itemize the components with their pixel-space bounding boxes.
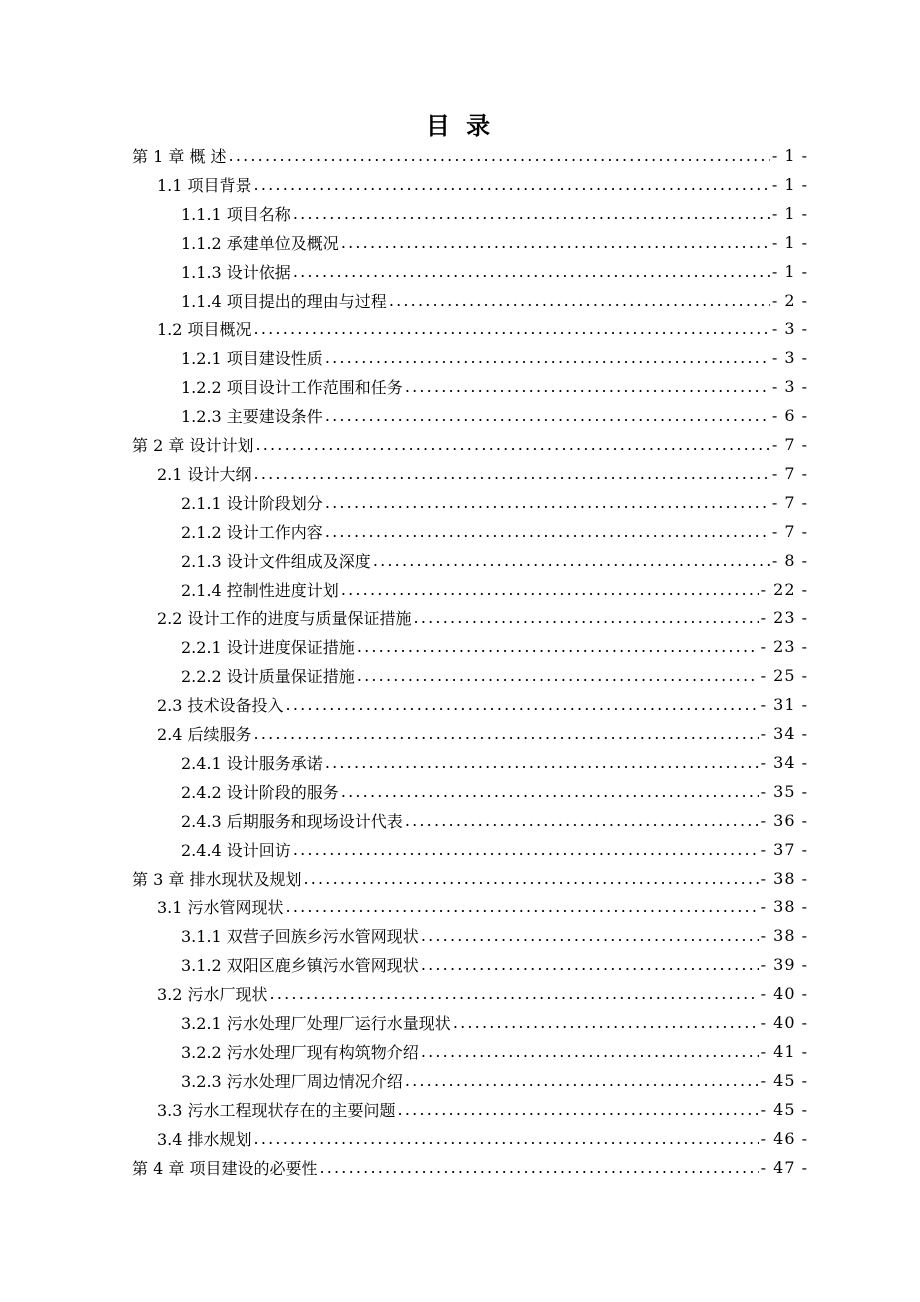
toc-entry[interactable] bbox=[181, 488, 808, 517]
toc-page-number: - 46 - bbox=[760, 1128, 808, 1148]
toc-dot-leader bbox=[373, 551, 770, 570]
toc-dot-leader bbox=[341, 580, 759, 599]
toc-entry-label: 1.1.2 承建单位及概况 bbox=[181, 233, 339, 253]
toc-dot-leader bbox=[398, 1100, 759, 1119]
toc-entry[interactable] bbox=[132, 141, 808, 170]
toc-entry[interactable] bbox=[157, 979, 808, 1008]
toc-entry-label: 2.1.1 设计阶段划分 bbox=[181, 493, 323, 513]
toc-page-number: - 40 - bbox=[760, 1013, 808, 1032]
toc-entry[interactable] bbox=[181, 835, 808, 864]
toc-page-number: - 3 - bbox=[771, 319, 808, 339]
toc-entry-label: 第 2 章 设计计划 bbox=[132, 436, 254, 455]
toc-dot-leader bbox=[254, 319, 770, 338]
toc-entry-label: 3.4 排水规划 bbox=[157, 1129, 252, 1149]
toc-page-number: - 6 - bbox=[771, 406, 808, 426]
toc-entry[interactable] bbox=[181, 632, 808, 661]
toc-entry[interactable] bbox=[157, 603, 808, 632]
toc-page-number: - 36 - bbox=[760, 810, 808, 830]
toc-dot-leader bbox=[405, 377, 770, 396]
toc-entry[interactable] bbox=[157, 690, 808, 719]
toc-entry[interactable] bbox=[181, 1037, 808, 1066]
toc-entry-label: 3.1 污水管网现状 bbox=[157, 898, 284, 918]
toc-page-number: - 1 - bbox=[771, 174, 808, 194]
toc-page-number: - 22 - bbox=[760, 579, 808, 599]
toc-dot-leader bbox=[254, 464, 770, 483]
toc-entry-label: 2.1.3 设计文件组成及深度 bbox=[181, 551, 371, 571]
toc-entry-label: 2.4.1 设计服务承诺 bbox=[181, 753, 323, 773]
toc-dot-leader bbox=[325, 753, 759, 772]
toc-entry-label: 1.2.2 项目设计工作范围和任务 bbox=[181, 378, 403, 398]
toc-dot-leader bbox=[293, 840, 759, 859]
toc-entry-label: 2.2.1 设计进度保证措施 bbox=[181, 638, 355, 658]
toc-entry-label: 1.1 项目背景 bbox=[157, 175, 252, 195]
toc-entry-label: 第 1 章 概 述 bbox=[132, 147, 227, 166]
toc-page-number: - 7 - bbox=[771, 521, 808, 541]
toc-page-number: - 7 - bbox=[771, 463, 808, 483]
toc-page-number: - 45 - bbox=[760, 1099, 808, 1119]
toc-page-number: - 3 - bbox=[771, 377, 808, 397]
toc-entry[interactable] bbox=[181, 286, 808, 315]
toc-entry[interactable] bbox=[181, 806, 808, 835]
toc-dot-leader bbox=[405, 1071, 759, 1090]
toc-page-number: - 34 - bbox=[760, 752, 808, 772]
toc-dot-leader bbox=[357, 666, 759, 685]
toc-dot-leader bbox=[421, 955, 759, 974]
toc-dot-leader bbox=[325, 493, 770, 512]
toc-page-number: - 38 - bbox=[760, 926, 808, 946]
toc-dot-leader bbox=[453, 1013, 759, 1032]
toc-page-number: - 40 - bbox=[760, 984, 808, 1004]
toc-entry[interactable] bbox=[132, 864, 808, 893]
toc-entry[interactable] bbox=[181, 1008, 808, 1037]
toc-dot-leader bbox=[293, 204, 770, 223]
toc-dot-leader bbox=[254, 175, 770, 194]
toc-dot-leader bbox=[303, 869, 758, 888]
toc-entry-label: 2.1 设计大纲 bbox=[157, 464, 252, 484]
toc-dot-leader bbox=[325, 348, 770, 367]
toc-entry-label: 第 4 章 项目建设的必要性 bbox=[132, 1158, 318, 1178]
toc-entry[interactable] bbox=[157, 892, 808, 921]
toc-entry[interactable] bbox=[181, 575, 808, 604]
toc-page-number: - 41 - bbox=[760, 1041, 808, 1061]
toc-page-number: - 1 - bbox=[771, 146, 808, 165]
toc-entry-label: 3.3 污水工程现状存在的主要问题 bbox=[157, 1100, 396, 1120]
toc-page-number: - 2 - bbox=[771, 290, 808, 310]
toc-dot-leader bbox=[255, 435, 769, 454]
toc-entry-label: 2.2.2 设计质量保证措施 bbox=[181, 667, 355, 687]
toc-page-number: - 1 - bbox=[771, 232, 808, 252]
toc-page-number: - 7 - bbox=[771, 492, 808, 512]
toc-entry-label: 2.3 技术设备投入 bbox=[157, 696, 284, 716]
toc-dot-leader bbox=[286, 897, 759, 916]
toc-entry[interactable] bbox=[181, 950, 808, 979]
toc-entry-label: 3.2.1 污水处理厂处理厂运行水量现状 bbox=[181, 1014, 451, 1033]
toc-dot-leader bbox=[341, 782, 759, 801]
toc-entry-label: 2.4.4 设计回访 bbox=[181, 840, 291, 860]
toc-entry[interactable] bbox=[181, 199, 808, 228]
toc-entry-label: 第 3 章 排水现状及规划 bbox=[132, 869, 302, 889]
toc-entry[interactable] bbox=[157, 459, 808, 488]
toc-entry[interactable] bbox=[181, 777, 808, 806]
toc-page-number: - 37 - bbox=[760, 839, 808, 859]
toc-page-number: - 31 - bbox=[760, 695, 808, 715]
toc-entry[interactable] bbox=[181, 1066, 808, 1095]
toc-entry[interactable] bbox=[181, 228, 808, 257]
toc-dot-leader bbox=[405, 811, 759, 830]
toc-entry[interactable] bbox=[132, 1153, 808, 1182]
toc-dot-leader bbox=[254, 1129, 759, 1148]
toc-entry-label: 2.4 后续服务 bbox=[157, 725, 252, 744]
toc-entry[interactable] bbox=[157, 314, 808, 343]
toc-dot-leader bbox=[325, 406, 770, 425]
toc-page-number: - 1 - bbox=[771, 261, 808, 281]
toc-entry-label: 1.2 项目概况 bbox=[157, 320, 252, 340]
toc-entry[interactable] bbox=[132, 430, 808, 459]
toc-entry-label: 3.1.1 双营子回族乡污水管网现状 bbox=[181, 927, 419, 947]
toc-entry[interactable] bbox=[181, 661, 808, 690]
toc-page-number: - 39 - bbox=[760, 955, 808, 975]
toc-page-number: - 25 - bbox=[760, 666, 808, 686]
toc-entry[interactable] bbox=[181, 343, 808, 372]
toc-entry-label: 3.2.2 污水处理厂现有构筑物介绍 bbox=[181, 1042, 419, 1062]
toc-page-number: - 7 - bbox=[771, 435, 808, 454]
toc-page-number: - 45 - bbox=[760, 1070, 808, 1090]
toc-dot-leader bbox=[293, 262, 770, 281]
toc-page-number: - 8 - bbox=[771, 550, 808, 570]
toc-entry[interactable] bbox=[181, 372, 808, 401]
toc-page-number: - 38 - bbox=[760, 897, 808, 917]
toc-page-number: - 23 - bbox=[760, 608, 808, 628]
toc-page-number: - 23 - bbox=[760, 637, 808, 657]
toc-entry-label: 1.1.3 设计依据 bbox=[181, 262, 291, 282]
toc-entry[interactable] bbox=[181, 546, 808, 575]
toc-page-number: - 3 - bbox=[771, 348, 808, 368]
toc-dot-leader bbox=[270, 984, 759, 1003]
toc-entry-label: 2.2 设计工作的进度与质量保证措施 bbox=[157, 609, 412, 629]
toc-entry[interactable] bbox=[157, 170, 808, 199]
toc-entry-label: 1.1.4 项目提出的理由与过程 bbox=[181, 291, 387, 311]
toc-entry-label: 2.4.3 后期服务和现场设计代表 bbox=[181, 811, 403, 831]
toc-dot-leader bbox=[357, 637, 759, 656]
toc-entry[interactable] bbox=[157, 1124, 808, 1153]
toc-page-number: - 1 - bbox=[771, 203, 808, 223]
toc-entry-label: 3.2.3 污水处理厂周边情况介绍 bbox=[181, 1071, 403, 1091]
toc-entry[interactable] bbox=[181, 257, 808, 286]
toc-entry[interactable] bbox=[157, 719, 808, 748]
toc-dot-leader bbox=[414, 608, 759, 627]
toc-entry-label: 1.1.1 项目名称 bbox=[181, 204, 291, 224]
toc-entry-label: 3.2 污水厂现状 bbox=[157, 985, 268, 1005]
toc-page-number: - 34 - bbox=[760, 724, 808, 743]
toc-dot-leader bbox=[389, 291, 770, 310]
toc-entry[interactable] bbox=[181, 401, 808, 430]
toc-page-number: - 38 - bbox=[760, 868, 808, 888]
toc-entry[interactable] bbox=[181, 748, 808, 777]
toc-entry[interactable] bbox=[157, 1095, 808, 1124]
page-title: 目 录 bbox=[425, 111, 495, 140]
toc-entry[interactable] bbox=[181, 921, 808, 950]
toc-dot-leader bbox=[325, 522, 770, 541]
toc-entry-label: 1.2.1 项目建设性质 bbox=[181, 349, 323, 369]
toc-page-number: - 35 - bbox=[760, 781, 808, 801]
toc-dot-leader bbox=[421, 926, 759, 945]
toc-entry-label: 2.1.4 控制性进度计划 bbox=[181, 580, 339, 600]
toc-dot-leader bbox=[286, 695, 759, 714]
toc-entry-label: 2.4.2 设计阶段的服务 bbox=[181, 782, 339, 802]
toc-entry-label: 1.2.3 主要建设条件 bbox=[181, 407, 323, 427]
toc-page-number: - 47 - bbox=[760, 1157, 808, 1177]
toc-dot-leader bbox=[319, 1158, 758, 1177]
toc-entry-label: 3.1.2 双阳区鹿乡镇污水管网现状 bbox=[181, 956, 419, 976]
toc-dot-leader bbox=[341, 233, 770, 252]
toc-entry[interactable] bbox=[181, 517, 808, 546]
toc-dot-leader bbox=[254, 724, 759, 743]
toc-dot-leader bbox=[229, 146, 770, 165]
toc-dot-leader bbox=[421, 1042, 759, 1061]
toc-entry-label: 2.1.2 设计工作内容 bbox=[181, 522, 323, 542]
